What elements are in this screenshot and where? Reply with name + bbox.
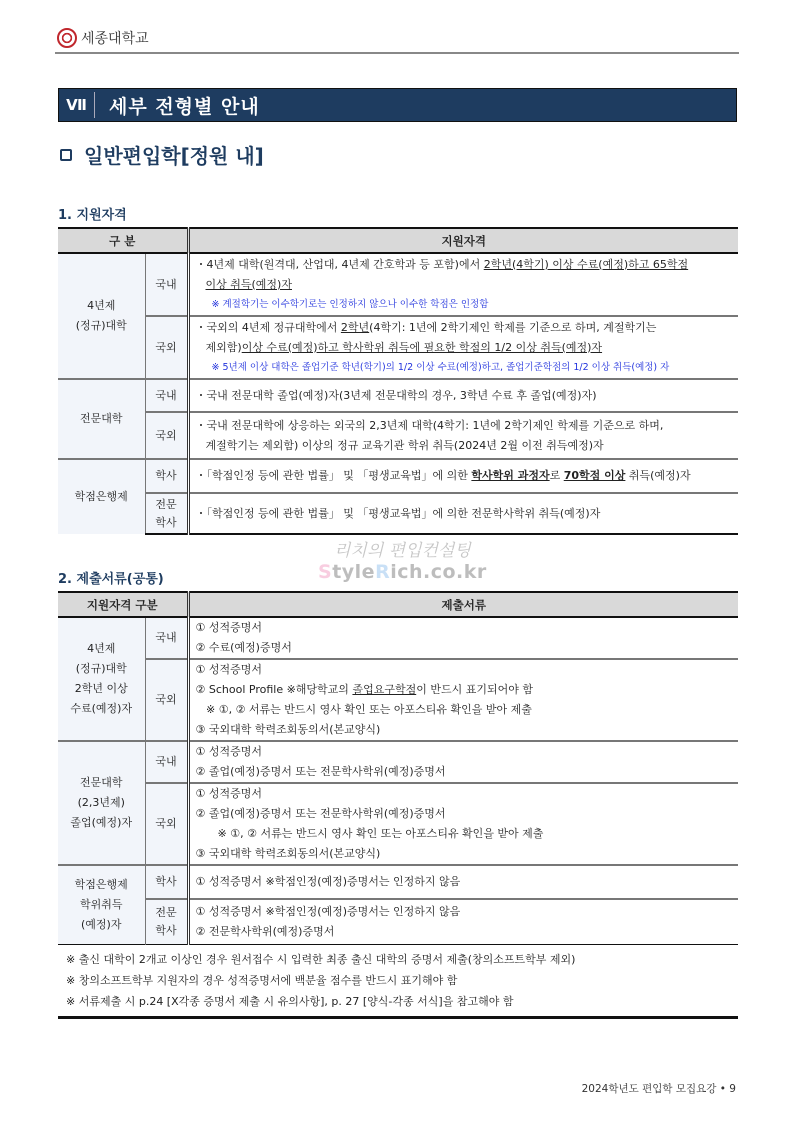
page-footer: 2024학년도 편입학 모집요강 • 9	[581, 1083, 736, 1095]
chapter-banner	[58, 88, 737, 122]
table-row	[58, 783, 738, 865]
text-segment: ・「학점인정 등에 관한 법률」 및 「평생교육법」에 의한	[195, 469, 472, 482]
documents-table	[58, 591, 738, 1019]
notes-row	[58, 944, 738, 1017]
qual-text: ・국내 전문대학에 상응하는 외국의 2,3년제 대학(4학기: 1년에 2학기제인 학제를 기준으로 하며,	[195, 418, 664, 432]
text-segment: ② School Profile ※해당학교의	[195, 683, 353, 696]
col-header-qualification: 지원자격	[188, 228, 738, 253]
university-name: 세종대학교	[81, 31, 149, 47]
doc-item: ② 졸업(예정)증명서 또는 전문학사학위(예정)증명서	[195, 807, 446, 820]
footnote: ※ 서류제출 시 p.24 [Ⅹ각종 증명서 제출 시 유의사항], p. 27 [양식-각종 서식]을 참고해야 함	[66, 994, 514, 1008]
text-segment: ・국외의 4년제 정규대학에서	[195, 320, 341, 334]
doc-item: ② 졸업(예정)증명서 또는 전문학사학위(예정)증명서	[195, 765, 446, 778]
sub-domestic: 국내	[145, 741, 188, 783]
sub-domestic: 국내	[145, 253, 188, 316]
sub-associate: 전문 학사	[145, 493, 188, 534]
table-row	[58, 865, 738, 899]
doc-item: ① 성적증명서	[195, 787, 263, 800]
text-line	[196, 255, 732, 275]
text-line	[196, 275, 732, 295]
text-segment: 이상 수료(예정)하고 학사학위 취득에 필요한 학점의 1/2 이상 취득(예정)자	[241, 340, 603, 354]
doc-item: ① 성적증명서 ※학점인정(예정)증명서는 인정하지 않음	[188, 865, 738, 899]
table-row	[58, 659, 738, 741]
doc-item: ① 성적증명서	[195, 745, 263, 758]
text-segment: 졸업요구학점	[352, 683, 417, 696]
table-row	[58, 459, 738, 493]
text-line	[196, 318, 732, 338]
footnote: ※ 출신 대학이 2개교 이상인 경우 원서접수 시 입력한 최종 출신 대학의 증명서 제출(창의소프트학부 제외)	[66, 952, 576, 966]
sub-foreign: 국외	[145, 783, 188, 865]
doc-item: ③ 국외대학 학력조회동의서(본교양식)	[195, 847, 381, 860]
text-segment: 이 반드시 표기되어야 함	[416, 683, 533, 696]
text-line	[196, 660, 732, 680]
sub-domestic: 국내	[145, 617, 188, 659]
text-line	[196, 720, 732, 740]
text-segment: ① 성적증명서	[195, 663, 263, 676]
doc-item: ① 성적증명서 ※학점인정(예정)증명서는 인정하지 않음	[195, 904, 461, 918]
qualification-heading: 1. 지원자격	[58, 208, 127, 223]
group-junior-college: 전문대학	[58, 379, 145, 459]
doc-item: ① 성적증명서	[195, 621, 263, 634]
text-line	[196, 700, 732, 720]
page-header	[57, 28, 149, 48]
sub-foreign: 국외	[145, 659, 188, 741]
table-row	[58, 617, 738, 659]
checkbox-square-icon	[60, 149, 72, 161]
chapter-number: Ⅶ	[59, 92, 95, 118]
table-row	[58, 493, 738, 534]
text-segment: ・4년제 대학(원격대, 산업대, 4년제 간호학과 등 포함)에서	[195, 257, 484, 271]
col-header-documents: 제출서류	[188, 592, 738, 617]
table-row	[58, 741, 738, 783]
text-segment: (4학기: 1년에 2학기제인 학제를 기준으로 하며, 계절학기는	[369, 320, 657, 334]
sub-bachelor: 학사	[145, 865, 188, 899]
qual-text	[196, 466, 732, 486]
text-segment: ③ 국외대학 학력조회동의서(본교양식)	[195, 723, 381, 736]
col-header-category: 지원자격 구분	[58, 592, 188, 617]
group-4year: 4년제 (정규)대학	[58, 253, 145, 379]
watermark	[318, 536, 487, 583]
sub-foreign: 국외	[145, 412, 188, 459]
group-junior-college: 전문대학 (2,3년제) 졸업(예정)자	[58, 741, 145, 865]
text-segment: 제외함)	[205, 340, 242, 354]
header-divider	[55, 52, 739, 54]
qual-text	[196, 318, 732, 358]
qual-note: ※ 계절학기는 이수학기로는 인정하지 않으나 이수한 학점은 인정함	[211, 298, 489, 310]
text-line	[196, 466, 732, 486]
sub-domestic: 국내	[145, 379, 188, 412]
watermark-brand: StyleRich.co.kr	[318, 561, 487, 583]
documents-heading: 2. 제출서류(공통)	[58, 572, 164, 587]
qual-text: ・국내 전문대학 졸업(예정)자(3년제 전문대학의 경우, 3학년 수료 후 졸업(예정)자)	[188, 379, 738, 412]
text-segment: ※ ①, ② 서류는 반드시 영사 확인 또는 아포스티유 확인을 받아 제출	[195, 703, 532, 716]
text-segment: 2학년	[340, 320, 370, 334]
doc-note: ※ ①, ② 서류는 반드시 영사 확인 또는 아포스티유 확인을 받아 제출	[217, 827, 544, 840]
chapter-title: 세부 전형별 안내	[109, 95, 260, 118]
table-row	[58, 412, 738, 459]
group-4year: 4년제 (정규)대학 2학년 이상 수료(예정)자	[58, 617, 145, 741]
university-logo-icon	[57, 28, 77, 48]
text-segment: 취득(예정)자	[625, 469, 691, 482]
qualification-table	[58, 227, 738, 535]
doc-items	[196, 660, 732, 740]
sub-associate: 전문 학사	[145, 899, 188, 944]
emphasis-text: 70학점 이상	[563, 469, 626, 482]
qual-note: ※ 5년제 이상 대학은 졸업기준 학년(학기)의 1/2 이상 수료(예정)하고, 졸업기준학점의 1/2 이상 취득(예정) 자	[211, 361, 670, 373]
doc-item: ② 수료(예정)증명서	[195, 641, 292, 654]
table-row	[58, 379, 738, 412]
text-segment: 이상 취득(예정)자	[205, 277, 292, 291]
section-title	[60, 140, 264, 169]
doc-item: ② 전문학사학위(예정)증명서	[195, 924, 335, 938]
text-segment: 2학년(4학기) 이상 수료(예정)하고 65학점	[483, 257, 689, 271]
sub-foreign: 국외	[145, 316, 188, 379]
group-credit-bank: 학점은행제 학위취득 (예정)자	[58, 865, 145, 944]
watermark-korean: 리치의 편입컨설팅	[333, 541, 471, 561]
table-row	[58, 316, 738, 379]
group-credit-bank: 학점은행제	[58, 459, 145, 534]
text-line	[196, 680, 732, 700]
qual-text: 계절학기는 제외함) 이상의 정규 교육기관 학위 취득(2024년 2월 이전 취득예정)자	[205, 438, 604, 452]
text-line	[196, 338, 732, 358]
table-row	[58, 899, 738, 944]
table-row	[58, 253, 738, 316]
emphasis-text: 학사학위 과정자	[471, 469, 550, 482]
section-title-text: 일반편입학[정원 내]	[84, 144, 264, 168]
sub-bachelor: 학사	[145, 459, 188, 493]
text-segment: 로	[549, 469, 564, 482]
col-header-category: 구 분	[58, 228, 188, 253]
qual-text: ・「학점인정 등에 관한 법률」 및 「평생교육법」에 의한 전문학사학위 취득(예정)자	[188, 493, 738, 534]
qual-text	[196, 255, 732, 295]
footnote: ※ 창의소프트학부 지원자의 경우 성적증명서에 백분율 점수를 반드시 표기해야 함	[66, 973, 458, 987]
